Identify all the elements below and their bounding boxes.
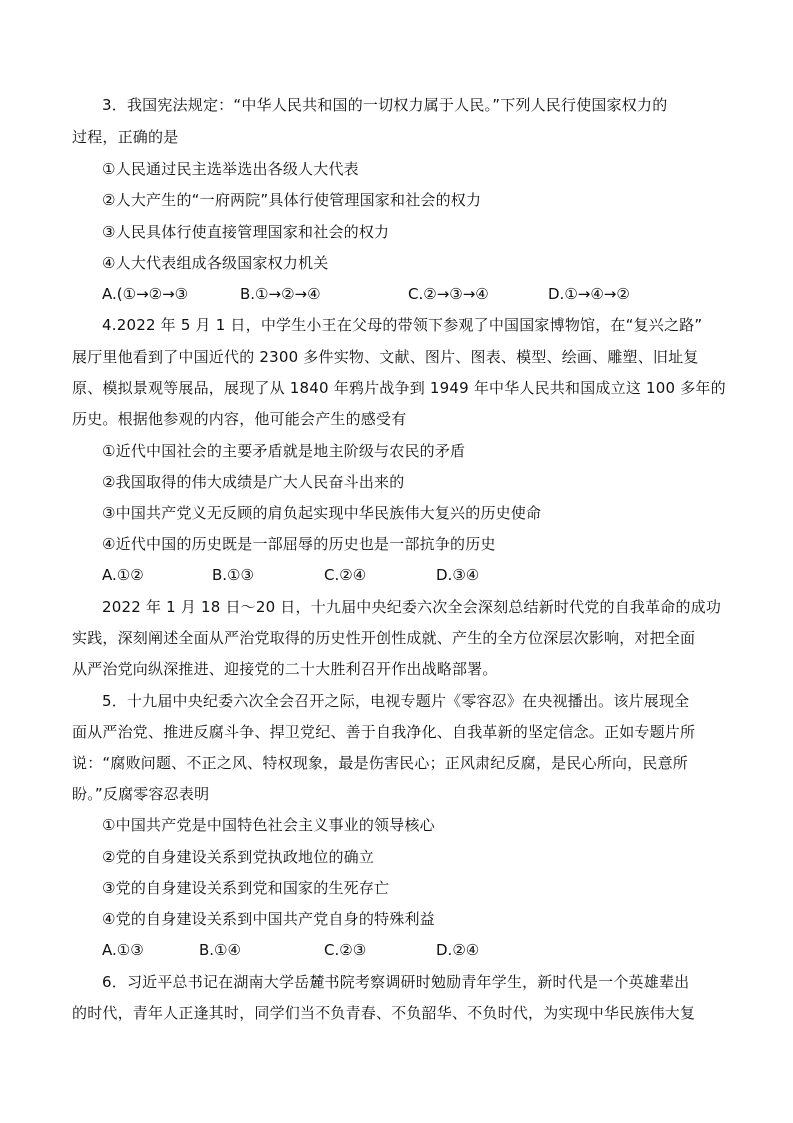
q3-item-1: ①人民通过民主选举选出各级人大代表 bbox=[102, 160, 359, 178]
q3-options bbox=[102, 284, 702, 304]
q5-item-4: ④党的自身建设关系到中国共产党自身的特殊利益 bbox=[102, 910, 435, 928]
q3-option-a[interactable]: A.(①→②→③ bbox=[102, 285, 189, 303]
q5-stem-line-4: 盼。”反腐零容忍表明 bbox=[72, 785, 210, 803]
q4-item-2: ②我国取得的伟大成绩是广大人民奋斗出来的 bbox=[102, 473, 405, 491]
q4-option-a[interactable]: A.①② bbox=[102, 566, 144, 584]
q4-stem-line-2: 展厅里他看到了中国近代的 2300 多件实物、文献、图片、图表、模型、绘画、雕塑、旧址复 bbox=[72, 348, 699, 366]
q4-stem-line-4: 历史。根据他参观的内容，他可能会产生的感受有 bbox=[72, 410, 407, 428]
q5-option-a[interactable]: A.①③ bbox=[102, 941, 144, 959]
q3-stem-line-1: 3．我国宪法规定：“中华人民共和国的一切权力属于人民。”下列人民行使国家权力的 bbox=[102, 96, 668, 114]
q5-stem-line-3: 说：“腐败问题、不正之风、特权现象，最是伤害民心；正风肃纪反腐，是民心所向，民意所 bbox=[72, 754, 688, 772]
q5-item-2: ②党的自身建设关系到党执政地位的确立 bbox=[102, 848, 375, 866]
material-line-3: 从严治党向纵深推进、迎接党的二十大胜利召开作出战略部署。 bbox=[72, 660, 498, 678]
q4-item-3: ③中国共产党义无反顾的肩负起实现中华民族伟大复兴的历史使命 bbox=[102, 504, 542, 522]
q3-option-c[interactable]: C.②→③→④ bbox=[408, 285, 489, 303]
material-line-1: 2022 年 1 月 18 日～20 日，十九届中央纪委六次全会深刻总结新时代党的自我革命的成功 bbox=[102, 598, 722, 616]
q4-option-d[interactable]: D.③④ bbox=[436, 566, 480, 584]
q5-stem-line-2: 面从严治党、推进反腐斗争、捍卫党纪、善于自我净化、自我革新的坚定信念。正如专题片所 bbox=[72, 723, 696, 741]
q4-stem-line-1: 4.2022 年 5 月 1 日，中学生小王在父母的带领下参观了中国国家博物馆，在“复兴之路” bbox=[102, 316, 703, 334]
q5-stem-line-1: 5．十九届中央纪委六次全会召开之际，电视专题片《零容忍》在央视播出。该片展现全 bbox=[102, 692, 690, 710]
q3-item-2: ②人大产生的“一府两院”具体行使管理国家和社会的权力 bbox=[102, 191, 482, 209]
q3-item-3: ③人民具体行使直接管理国家和社会的权力 bbox=[102, 223, 390, 241]
q5-option-c[interactable]: C.②③ bbox=[324, 941, 367, 959]
q3-option-d[interactable]: D.①→④→② bbox=[548, 285, 630, 303]
q4-stem-line-3: 原、模拟景观等展品，展现了从 1840 年鸦片战争到 1949 年中华人民共和国成立这 100 多年的 bbox=[72, 379, 726, 397]
q4-item-1: ①近代中国社会的主要矛盾就是地主阶级与农民的矛盾 bbox=[102, 442, 466, 460]
q5-options bbox=[102, 940, 702, 960]
q6-stem-line-2: 的时代，青年人正逢其时，同学们当不负青春、不负韶华、不负时代，为实现中华民族伟大复 bbox=[72, 1004, 696, 1022]
q3-stem-line-2: 过程，正确的是 bbox=[72, 128, 179, 146]
q5-option-b[interactable]: B.①④ bbox=[199, 941, 241, 959]
q4-option-c[interactable]: C.②④ bbox=[324, 566, 367, 584]
q4-options bbox=[102, 565, 702, 585]
q5-item-1: ①中国共产党是中国特色社会主义事业的领导核心 bbox=[102, 816, 435, 834]
q4-option-b[interactable]: B.①③ bbox=[212, 566, 254, 584]
q4-item-4: ④近代中国的历史既是一部屈辱的历史也是一部抗争的历史 bbox=[102, 535, 496, 553]
q3-option-b[interactable]: B.①→②→④ bbox=[240, 285, 321, 303]
q6-stem-line-1: 6．习近平总书记在湖南大学岳麓书院考察调研时勉励青年学生，新时代是一个英雄辈出 bbox=[102, 973, 690, 991]
material-line-2: 实践，深刻阐述全面从严治党取得的历史性开创性成就、产生的全方位深层次影响，对把全面 bbox=[72, 629, 696, 647]
q3-item-4: ④人大代表组成各级国家权力机关 bbox=[102, 254, 329, 272]
q5-option-d[interactable]: D.②④ bbox=[436, 941, 480, 959]
q5-item-3: ③党的自身建设关系到党和国家的生死存亡 bbox=[102, 879, 390, 897]
